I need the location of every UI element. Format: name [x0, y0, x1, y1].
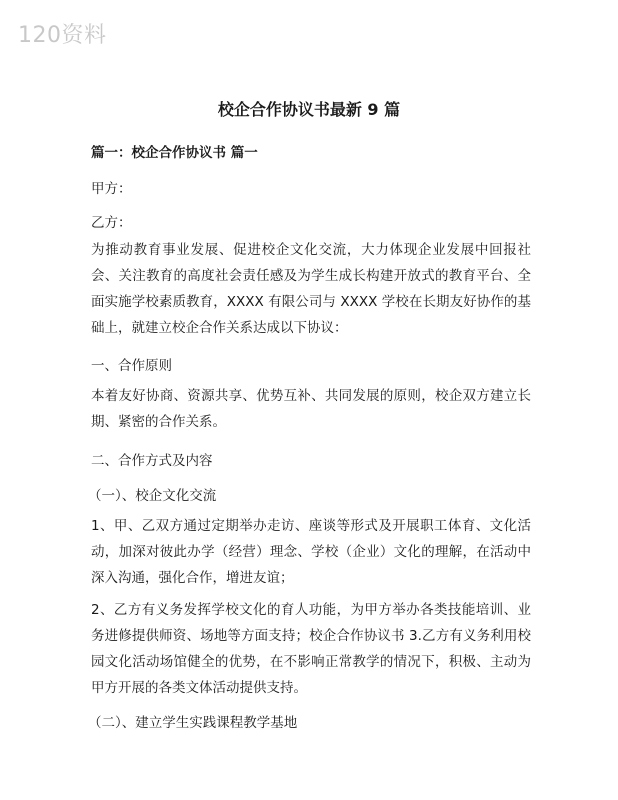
watermark: 120资料: [18, 23, 107, 48]
section-1-heading: 一、合作原则: [91, 358, 172, 374]
section-1-body: 本着友好协商、资源共享、优势互补、共同发展的原则，校企双方建立长期、紧密的合作关系。: [91, 388, 531, 430]
subsection-2-heading: （二）、建立学生实践课程教学基地: [88, 715, 298, 731]
subsection-1-heading: （一）、校企文化交流: [88, 488, 217, 504]
party-b-label: 乙方：: [91, 215, 132, 231]
item-2-paragraph: 2、乙方有义务发挥学校文化的育人功能，为甲方举办各类技能培训、业务进修提供师资、场地等方面支持；校企合作协议书 3.乙方有义务利用校园文化活动场馆健全的优势，在不影响正常教学的情况下，积极、主动为甲方开展的各类文体活动提供支持。: [91, 602, 531, 696]
section-2-heading: 二、合作方式及内容: [91, 453, 213, 469]
section-subtitle: 篇一：校企合作协议书 篇一: [91, 145, 258, 161]
item-1-paragraph: 1、甲、乙双方通过定期举办走访、座谈等形式及开展职工体育、文化活动，加深对彼此办学（经营）理念、学校（企业）文化的理解，在活动中深入沟通，强化合作，增进友谊；: [91, 518, 531, 586]
intro-paragraph: 为推动教育事业发展、促进校企文化交流，大力体现企业发展中回报社会、关注教育的高度社会责任感及为学生成长构建开放式的教育平台、全面实施学校素质教育，XXXX 有限公司与 XXXX 学校在长期友好协作的基础上，就建立校企合作关系达成以下协议：: [91, 242, 531, 336]
party-a-label: 甲方：: [91, 181, 132, 197]
document-title: 校企合作协议书最新 9 篇: [217, 100, 401, 119]
